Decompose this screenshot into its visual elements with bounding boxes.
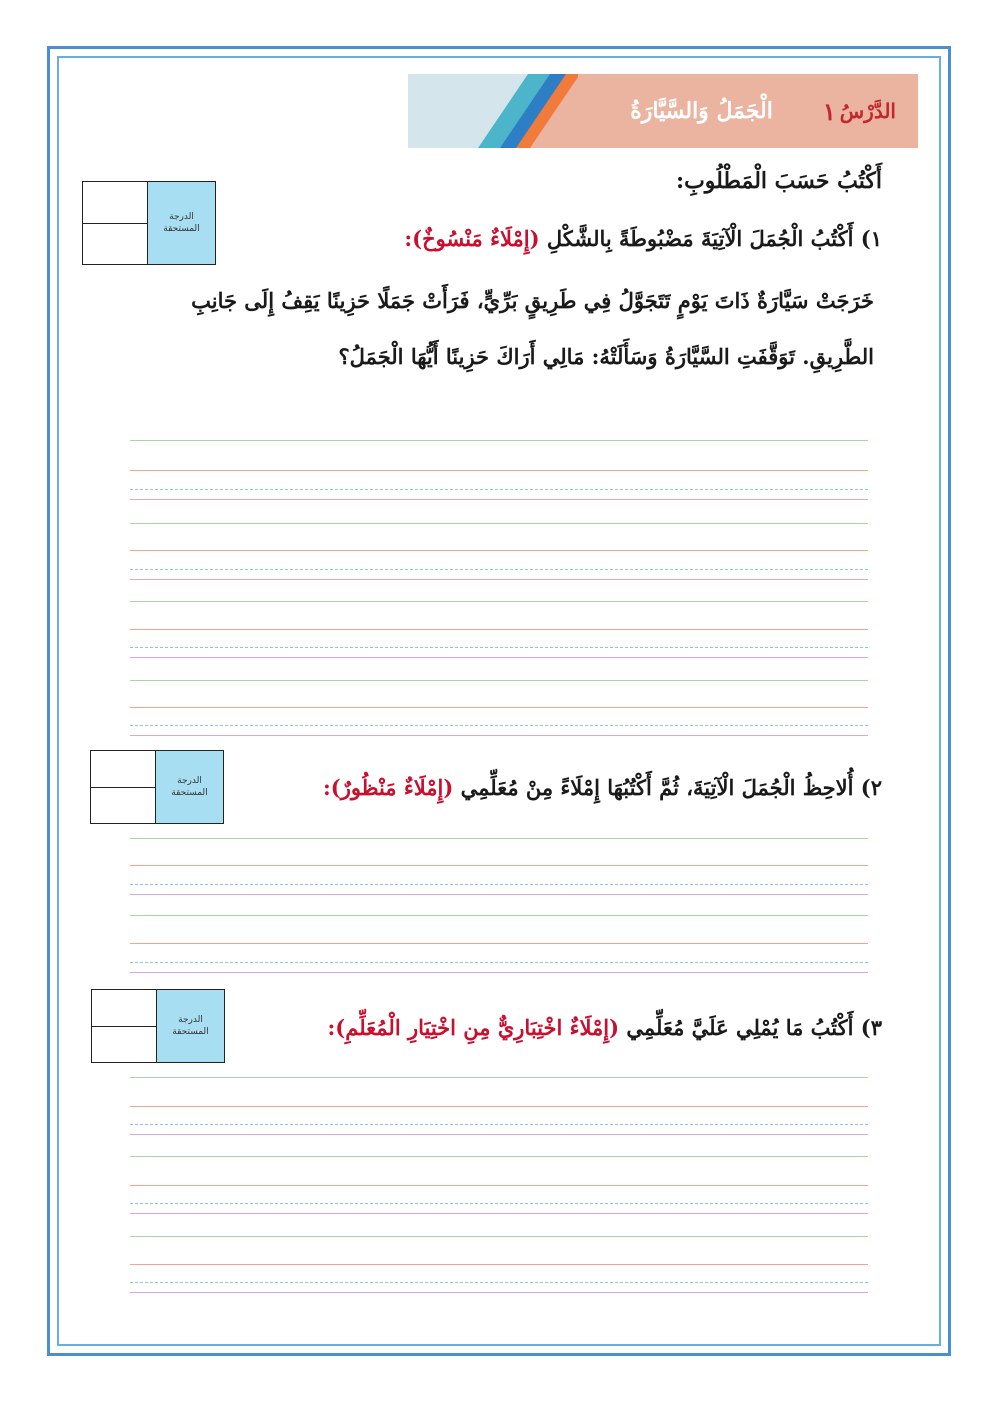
writing-line — [130, 1292, 868, 1293]
writing-line — [130, 440, 868, 441]
writing-line — [130, 569, 868, 570]
writing-line — [130, 1124, 868, 1125]
lesson-banner — [408, 74, 918, 148]
writing-line — [130, 1203, 868, 1204]
writing-line — [130, 1264, 868, 1265]
question-1-tag: (إِمْلَاءٌ مَنْسُوخٌ): — [404, 226, 540, 251]
grade-cell-total[interactable] — [91, 788, 155, 824]
grade-cell-score[interactable] — [92, 990, 156, 1027]
question-1 — [404, 226, 882, 251]
question-1-passage: خَرَجَتْ سَيَّارَةٌ ذَاتَ يَوْمٍ تَتَجَوَّلُ فِي طَرِيقٍ بَرِّيٍّ، فَرَأَتْ جَمَلًا حَزِينًا يَقِفُ إِلَى جَانِبِ الطَّرِيقِ. تَوَقَّفَتِ السَّيَّارَةُ وَسَأَلَتْهُ: مَالِي أَرَاكَ حَزِينًا أَيُّهَا الْجَمَلُ؟ — [191, 288, 874, 369]
writing-line — [130, 838, 868, 839]
writing-line — [130, 1213, 868, 1214]
question-1-text: ١) أَكْتُبُ الْجُمَلَ الْآتِيَةَ مَضْبُوطَةً بِالشَّكْلِ — [546, 226, 882, 251]
instructions-heading: أَكْتُبُ حَسَبَ الْمَطْلُوبِ: — [675, 168, 882, 194]
lesson-heading — [578, 74, 918, 148]
grade-box-q2 — [90, 750, 224, 824]
writing-line — [130, 1106, 868, 1107]
writing-line — [130, 707, 868, 708]
writing-line — [130, 1134, 868, 1135]
writing-line — [130, 489, 868, 490]
writing-line — [130, 601, 868, 602]
grade-cell-total[interactable] — [92, 1027, 156, 1063]
grade-box-q3 — [91, 989, 225, 1063]
question-3 — [328, 1015, 882, 1040]
writing-line — [130, 962, 868, 963]
lesson-number: ١ — [822, 96, 836, 126]
writing-line — [130, 725, 868, 726]
writing-line — [130, 523, 868, 524]
writing-line — [130, 470, 868, 471]
writing-line — [130, 972, 868, 973]
writing-line — [130, 579, 868, 580]
question-2-text: ٢) أُلاحِظُ الْجُمَلَ الْآتِيَةَ، ثُمَّ أَكْتُبُهَا إِمْلَاءً مِنْ مُعَلِّمِي — [460, 775, 882, 800]
question-3-tag: (إِمْلَاءٌ اخْتِبَارِيٌّ مِنِ اخْتِيَارِ الْمُعَلِّمِ): — [327, 1015, 620, 1040]
writing-line — [130, 1185, 868, 1186]
writing-line — [130, 884, 868, 885]
writing-line — [130, 657, 868, 658]
writing-line — [130, 943, 868, 944]
writing-line — [130, 629, 868, 630]
question-2-tag: (إِمْلَاءٌ مَنْظُورٌ): — [323, 775, 454, 800]
lesson-label: الدَّرْسُ — [839, 99, 896, 123]
writing-line — [130, 680, 868, 681]
writing-line — [130, 865, 868, 866]
writing-line — [130, 894, 868, 895]
question-3-text: ٣) أَكْتُبُ مَا يُمْلِي عَلَيَّ مُعَلِّمِي — [626, 1015, 882, 1040]
writing-line — [130, 499, 868, 500]
grade-box-label: الدرجة المستحقة — [147, 182, 215, 264]
banner-stripes-decoration — [408, 74, 578, 148]
writing-line — [130, 915, 868, 916]
grade-cell-score[interactable] — [83, 182, 147, 224]
question-2 — [323, 775, 882, 800]
writing-line — [130, 735, 868, 736]
writing-line — [130, 1282, 868, 1283]
writing-line — [130, 1156, 868, 1157]
grade-box-q1 — [82, 181, 216, 265]
writing-line — [130, 1236, 868, 1237]
writing-line — [130, 1077, 868, 1078]
writing-line — [130, 647, 868, 648]
grade-cell-score[interactable] — [91, 751, 155, 788]
grade-box-label: الدرجة المستحقة — [155, 751, 223, 823]
writing-line — [130, 550, 868, 551]
lesson-title: الْجَمَلُ وَالسَّيَّارَةُ — [630, 98, 773, 124]
grade-box-label: الدرجة المستحقة — [156, 990, 224, 1062]
grade-cell-total[interactable] — [83, 224, 147, 265]
